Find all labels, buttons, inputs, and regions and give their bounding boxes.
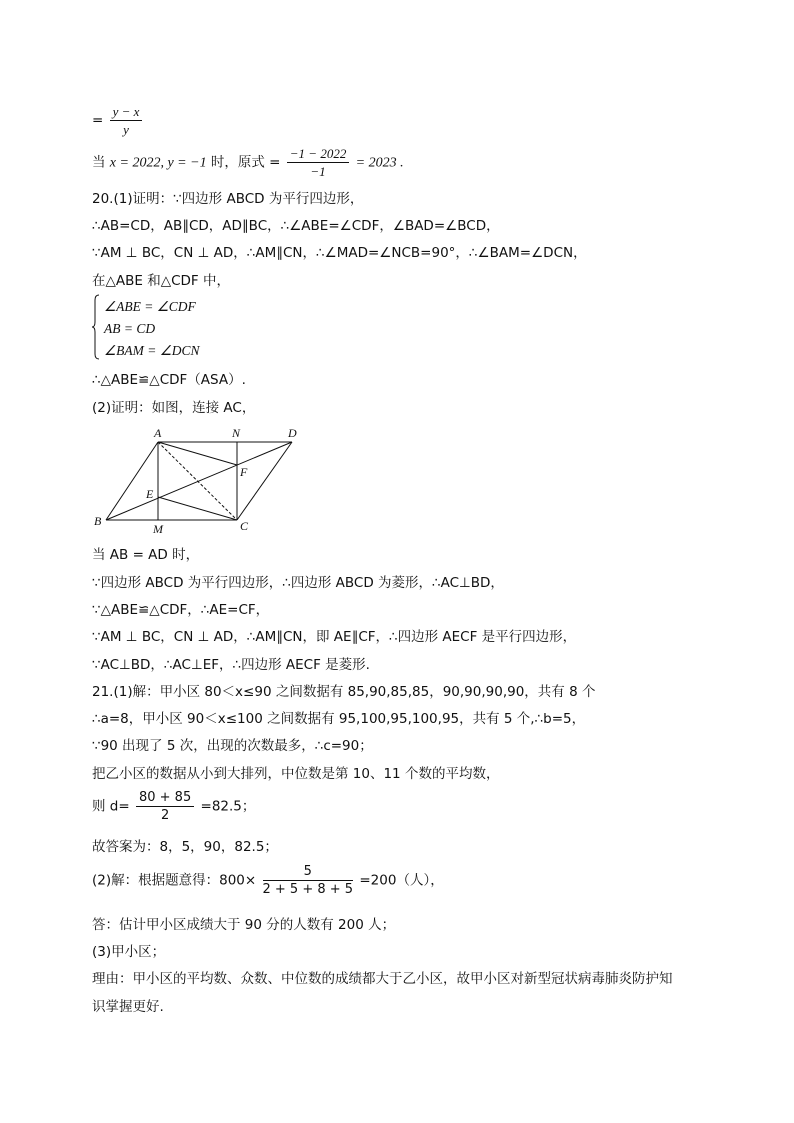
math-segment: x = 2022, y = −1 [109, 155, 207, 171]
text-line: 理由：甲小区的平均数、众数、中位数的成绩都大于乙小区，故甲小区对新型冠状病毒肺炎防护知 [92, 971, 673, 987]
fraction-numerator: −1 − 2022 [287, 146, 350, 163]
text-line: (2)证明：如图，连接 AC， [92, 400, 256, 416]
label-f: F [240, 465, 248, 479]
label-m: M [153, 522, 163, 536]
label-c: C [240, 519, 249, 533]
text-line: (3)甲小区； [92, 944, 166, 960]
text-line: 21.(1)解：甲小区 80＜x≤90 之间数据有 85,90,85,85，90,90,90,90，共有 8 个 [92, 684, 596, 700]
text-line: 当 AB = AD 时， [92, 547, 200, 563]
fraction [110, 104, 143, 137]
fraction-denominator: −1 [310, 164, 326, 179]
text-segment: 则 d= [92, 798, 130, 815]
equals-sign: = [92, 112, 104, 129]
math-segment: = 2023 . [355, 155, 404, 171]
fraction [136, 790, 194, 823]
fraction [263, 864, 354, 897]
label-a: A [154, 426, 162, 440]
label-e: E [146, 487, 154, 501]
text-segment: (2)解：根据题意得：800× [92, 872, 257, 889]
edge-ab [106, 442, 158, 520]
fraction-numerator: y − x [110, 104, 143, 121]
text-line: ∴△ABE≌△CDF（ASA）. [92, 372, 246, 388]
text-segment: 时，原式 = [210, 154, 281, 171]
text-line: 答：估计甲小区成绩大于 90 分的人数有 200 人； [92, 917, 396, 933]
label-b: B [94, 514, 102, 528]
text-line: ∴a=8，甲小区 90＜x≤100 之间数据有 95,100,95,100,95，共有 5 个,∴b=5， [92, 711, 586, 727]
text-line: 故答案为：8，5，90，82.5； [92, 839, 278, 855]
estimate-line [92, 864, 444, 897]
text-segment: =200（人）， [359, 872, 444, 889]
left-brace-icon [92, 294, 100, 360]
system-equation-2: AB = CD [104, 321, 156, 336]
text-line: ∵四边形 ABCD 为平行四边形，∴四边形 ABCD 为菱形，∴AC⊥BD， [92, 575, 504, 591]
text-segment: 当 [92, 154, 106, 171]
text-line: 识掌握更好. [92, 999, 164, 1015]
evaluation-line [92, 146, 404, 179]
expression-line [92, 104, 144, 137]
fraction-denominator: y [123, 122, 129, 137]
text-line: ∵AM ⊥ BC，CN ⊥ AD，∴AM∥CN，∴∠MAD=∠NCB=90°，∴∠BAM=∠DCN， [92, 245, 587, 261]
system-equation-1: ∠ABE = ∠CDF [104, 299, 196, 314]
text-line: 20.(1)证明：∵四边形 ABCD 为平行四边形， [92, 191, 364, 207]
label-n: N [232, 426, 241, 440]
median-line [92, 790, 255, 823]
fraction-denominator: 2 + 5 + 8 + 5 [262, 882, 354, 897]
fraction [287, 146, 350, 179]
text-line: ∵AC⊥BD，∴AC⊥EF，∴四边形 AECF 是菱形. [92, 657, 370, 673]
text-line: ∴AB=CD，AB∥CD，AD∥BC，∴∠ABE=∠CDF，∠BAD=∠BCD， [92, 218, 500, 234]
text-line: ∵90 出现了 5 次，出现的次数最多，∴c=90； [92, 738, 373, 754]
text-line: ∵AM ⊥ BC，CN ⊥ AD，∴AM∥CN，即 AE∥CF，∴四边形 AECF 是平行四边形， [92, 629, 577, 645]
fraction-denominator: 2 [160, 808, 170, 823]
label-d: D [288, 426, 297, 440]
fraction-numerator: 80 + 85 [136, 790, 194, 807]
text-line: ∵△ABE≌△CDF，∴AE=CF， [92, 602, 270, 618]
system-equation-3: ∠BAM = ∠DCN [104, 343, 200, 358]
fraction-numerator: 5 [263, 864, 354, 881]
text-line: 在△ABE 和△CDF 中， [92, 273, 230, 289]
parallelogram-figure [92, 425, 307, 537]
text-line: 把乙小区的数据从小到大排列，中位数是第 10、11 个数的平均数， [92, 766, 500, 782]
segment-ec [158, 497, 237, 520]
text-segment: =82.5； [200, 798, 256, 815]
